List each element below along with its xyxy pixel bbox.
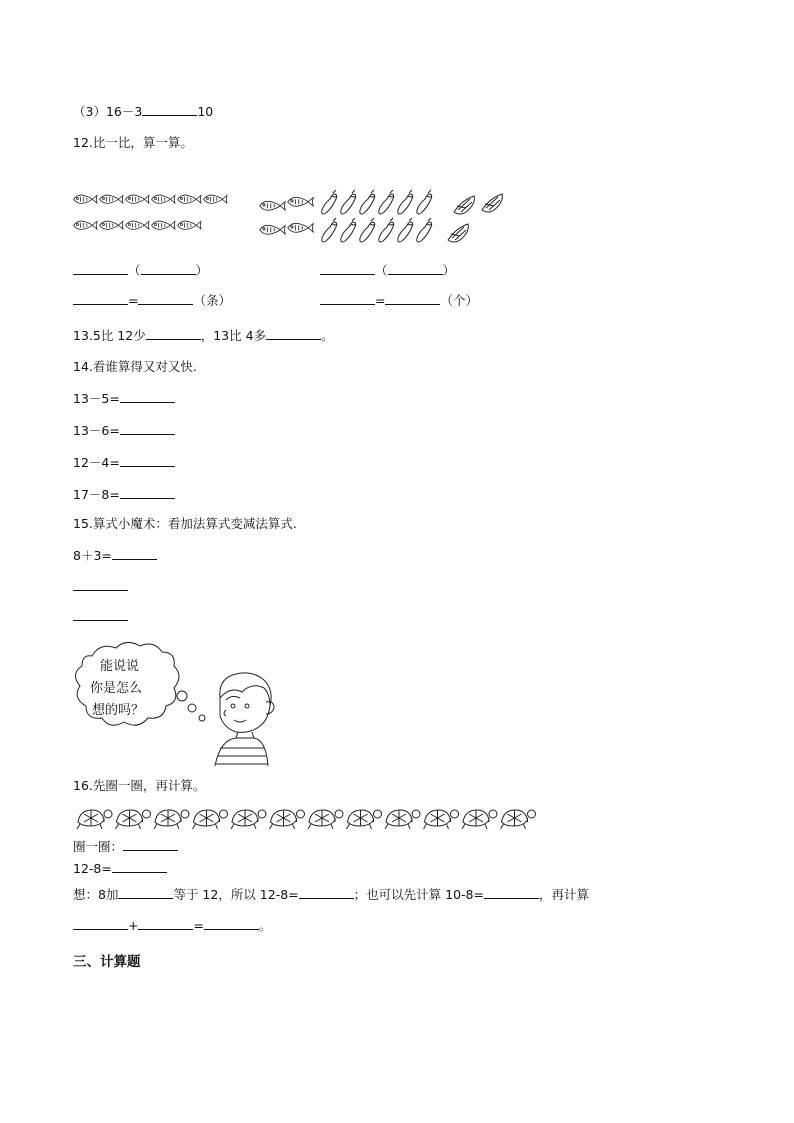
q14-item xyxy=(73,486,175,503)
expression: 8＋3= xyxy=(73,548,112,563)
eggplant-icon xyxy=(417,218,432,242)
fish-icon xyxy=(126,221,149,229)
answer-blank[interactable] xyxy=(385,292,440,305)
paren-open: （ xyxy=(375,263,388,278)
paren-open: （ xyxy=(128,263,141,278)
bubble-line: 想的吗？ xyxy=(92,703,145,718)
q15-title: 15.算式小魔术：看加法算式变减法算式. xyxy=(73,516,297,531)
turtle-icon xyxy=(77,810,112,829)
q12-row1-right xyxy=(320,262,455,279)
expression: 13－5= xyxy=(73,391,120,406)
q14-item xyxy=(73,454,175,471)
turtle-row-picture xyxy=(72,802,534,832)
thought-dot xyxy=(177,691,187,701)
eggplant-icon xyxy=(341,218,356,242)
turtle-icon xyxy=(193,810,228,829)
answer-blank[interactable] xyxy=(266,327,321,340)
eggplant-icon xyxy=(379,218,394,242)
eggplant-icon xyxy=(322,190,337,214)
q12-title: 12.比一比，算一算。 xyxy=(73,135,193,150)
answer-blank[interactable] xyxy=(112,547,157,560)
answer-blank[interactable] xyxy=(120,422,175,435)
think-text: 想：8加 xyxy=(73,887,119,902)
eggplant-icon xyxy=(360,218,375,242)
thought-dot xyxy=(188,704,196,712)
thought-dot xyxy=(199,715,205,721)
turtle-icon xyxy=(462,810,497,829)
unit-label: （条） xyxy=(193,293,231,308)
turtle-icon xyxy=(501,810,536,829)
answer-blank[interactable] xyxy=(73,917,128,930)
expression: 12－4= xyxy=(73,455,120,470)
answer-blank[interactable] xyxy=(73,620,128,621)
eggplant-icon xyxy=(379,190,394,214)
eggplant-icon xyxy=(398,190,413,214)
eggplant-group-picture xyxy=(318,188,518,248)
q16-title: 16.先圈一圈，再计算。 xyxy=(73,778,206,793)
q11-item-3 xyxy=(73,103,213,120)
fish-icon xyxy=(204,195,227,203)
think-text: ；也可以先计算 10-8= xyxy=(353,887,484,902)
fish-icon xyxy=(178,195,201,203)
corn-icon xyxy=(482,194,502,212)
expression: 16－3 xyxy=(105,104,143,119)
answer-blank[interactable] xyxy=(204,917,259,930)
fish-icon xyxy=(288,223,314,232)
answer-blank[interactable] xyxy=(120,390,175,403)
fish-icon xyxy=(288,197,314,206)
corn-icon xyxy=(454,196,474,214)
fish-icon xyxy=(260,225,286,234)
expression: 12-8= xyxy=(73,861,112,876)
fish-icon xyxy=(100,221,123,229)
fish-icon xyxy=(74,195,97,203)
equals-sign: = xyxy=(193,918,204,933)
q16-expr xyxy=(73,860,167,877)
turtle-icon xyxy=(231,810,266,829)
answer-blank[interactable] xyxy=(118,886,173,899)
q12-row2-left xyxy=(73,292,231,309)
q16-think-cont xyxy=(73,917,271,934)
q13-text: ，13比 4多 xyxy=(200,328,267,343)
answer-blank[interactable] xyxy=(146,327,201,340)
turtle-icon xyxy=(270,810,305,829)
eggplant-icon xyxy=(341,190,356,214)
fish-icon xyxy=(126,195,149,203)
fish-icon xyxy=(152,221,175,229)
eggplant-icon xyxy=(322,218,337,242)
answer-blank[interactable] xyxy=(120,454,175,467)
eggplant-icon xyxy=(360,190,375,214)
answer-blank[interactable] xyxy=(141,262,196,275)
section-3-heading: 三、计算题 xyxy=(73,954,141,970)
expression: 17－8= xyxy=(73,487,120,502)
answer-blank[interactable] xyxy=(388,262,443,275)
q12-row2-right xyxy=(320,292,478,309)
answer-blank[interactable] xyxy=(112,860,167,873)
q13-text: 13.5比 12少 xyxy=(73,328,146,343)
answer-blank[interactable] xyxy=(123,838,178,851)
turtle-icon xyxy=(116,810,151,829)
q16-think xyxy=(73,886,589,903)
q16-circle xyxy=(73,838,178,855)
item-number: （3） xyxy=(73,104,106,119)
answer-blank[interactable] xyxy=(320,292,375,305)
q15-expr xyxy=(73,547,157,564)
unit-label: （个） xyxy=(440,293,478,308)
think-text: ，再计算 xyxy=(538,887,589,902)
answer-blank[interactable] xyxy=(120,486,175,499)
thinking-boy-illustration xyxy=(70,636,275,771)
q12-row1-left xyxy=(73,262,208,279)
compare-value: 10 xyxy=(197,104,214,119)
q14-item xyxy=(73,390,175,407)
turtle-icon xyxy=(385,810,420,829)
q13 xyxy=(73,327,334,344)
fish-icon xyxy=(100,195,123,203)
answer-blank[interactable] xyxy=(73,292,128,305)
q14-title: 14.看谁算得又对又快. xyxy=(73,359,197,374)
expression: 13－6= xyxy=(73,423,120,438)
boy-figure xyxy=(215,673,274,766)
answer-blank[interactable] xyxy=(142,103,197,116)
answer-blank[interactable] xyxy=(484,886,539,899)
eggplant-icon xyxy=(398,218,413,242)
fish-icon xyxy=(152,195,175,203)
turtle-icon xyxy=(154,810,189,829)
fish-icon xyxy=(260,201,286,210)
answer-blank[interactable] xyxy=(299,886,354,899)
eggplant-icon xyxy=(417,190,432,214)
think-text: 等于 12，所以 12-8= xyxy=(173,887,299,902)
answer-blank[interactable] xyxy=(73,262,128,275)
paren-close: ） xyxy=(195,263,209,278)
corn-icon xyxy=(448,224,468,242)
turtle-icon xyxy=(424,810,459,829)
plus-sign: + xyxy=(128,918,139,933)
turtle-icon xyxy=(347,810,382,829)
answer-blank[interactable] xyxy=(138,917,193,930)
q14-item xyxy=(73,422,175,439)
circle-label: 圈一圈： xyxy=(73,839,124,854)
fish-icon xyxy=(74,221,97,229)
paren-close: ） xyxy=(442,263,456,278)
think-text: 。 xyxy=(258,918,272,933)
equals-sign: = xyxy=(375,293,386,308)
fish-group-picture xyxy=(72,193,312,245)
bubble-line: 你是怎么 xyxy=(90,681,143,696)
fish-icon xyxy=(178,221,201,229)
bubble-line: 能说说 xyxy=(100,659,140,674)
answer-blank[interactable] xyxy=(73,590,128,591)
answer-blank[interactable] xyxy=(138,292,193,305)
q13-text: 。 xyxy=(321,328,334,343)
answer-blank[interactable] xyxy=(320,262,375,275)
turtle-icon xyxy=(308,810,343,829)
equals-sign: = xyxy=(128,293,139,308)
